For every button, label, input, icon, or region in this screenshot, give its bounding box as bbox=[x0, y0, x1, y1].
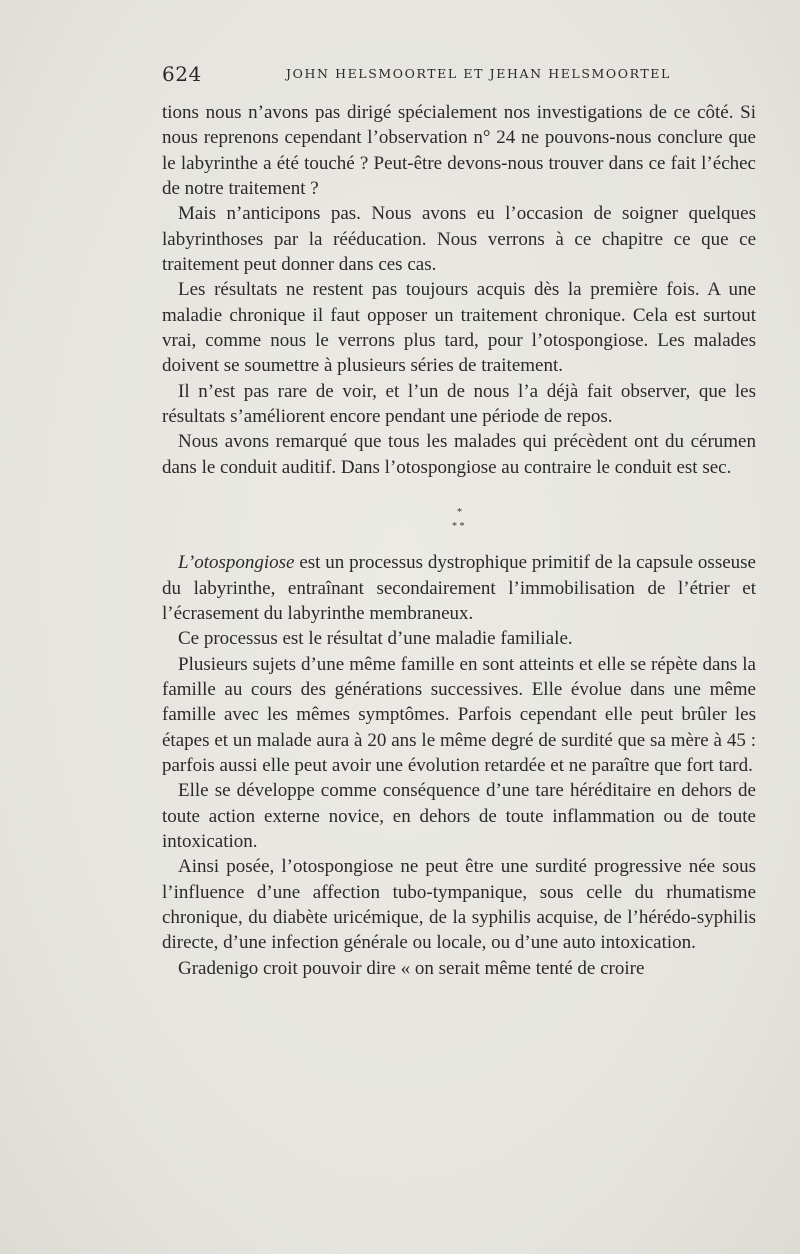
paragraph: Il n’est pas rare de voir, et l’un de nous l’a déjà fait observer, que les résultats s’améliorent encore pendant une période de repos. bbox=[162, 380, 756, 428]
paragraph-rest: est un processus dystrophique primitif de la capsule osseuse du labyrinthe, entraînant secondairement l’immobilisation de l’étrier et l’écrasement du labyrinthe membraneux. bbox=[162, 552, 756, 624]
paragraph: Ainsi posée, l’otospongiose ne peut être une surdité progressive née sous l’influence d’une affection tubo-tympanique, sous celle du rhumatisme chronique, du diabète uricémique, de la syphilis acquise, de l’hérédo-syphilis directe, d’une infection générale ou locale, ou d’une auto intoxication. bbox=[162, 856, 756, 954]
paragraph: tions nous n’avons pas dirigé spécialement nos investigations de ce côté. Si nous reprenons cependant l’observation n° 24 ne pouvons-nous conclure que le labyrinthe a été touché ? Peut-être devons-nous trouver dans ce fait l’échec de notre traitement ? bbox=[162, 102, 756, 200]
paragraph: Les résultats ne restent pas toujours acquis dès la première fois. A une maladie chronique il faut opposer un traitement chronique. Cela est surtout vrai, comme nous le verrons plus tard, pour l’otospongiose. Les malades doivent se soumettre à plusieurs séries de traitement. bbox=[162, 279, 756, 377]
separator-stars-bottom: * * bbox=[452, 521, 465, 533]
paragraph: Plusieurs sujets d’une même famille en sont atteints et elle se répète dans la famille au cours des générations successives. Elle évolue dans une même famille avec les mêmes symptômes. Parfois cependant elle peut brûler les étapes et un malade aura à 20 ans le même degré de surdité que sa mère à 45 : parfois aussi elle peut avoir une évolution retardée et ne paraître que fort tard. bbox=[162, 653, 756, 776]
paragraph: Gradenigo croit pouvoir dire « on serait même tenté de croire bbox=[178, 957, 645, 979]
section-first-paragraph bbox=[162, 550, 756, 626]
body-text bbox=[162, 100, 756, 981]
section-separator bbox=[162, 480, 756, 550]
paragraph: Ce processus est le résultat d’une maladie familiale. bbox=[178, 628, 573, 650]
separator-star-top: * bbox=[457, 507, 462, 519]
paragraph: Elle se développe comme conséquence d’une tare héréditaire en dehors de toute action externe novice, en dehors de toute inflammation ou de toute intoxication. bbox=[162, 780, 756, 852]
paragraph: Nous avons remarqué que tous les malades qui précèdent ont du cérumen dans le conduit auditif. Dans l’otospongiose au contraire le conduit est sec. bbox=[162, 431, 756, 478]
paragraph: Mais n’anticipons pas. Nous avons eu l’occasion de soigner quelques labyrinthoses par la rééducation. Nous verrons à ce chapitre ce que ce traitement peut donner dans ces cas. bbox=[162, 203, 756, 276]
page-header bbox=[162, 62, 756, 90]
running-title: JOHN HELSMOORTEL ET JEHAN HELSMOORTEL bbox=[286, 66, 671, 81]
page-number: 624 bbox=[162, 62, 202, 86]
term-otospongiose: L’otospongiose bbox=[178, 552, 295, 574]
